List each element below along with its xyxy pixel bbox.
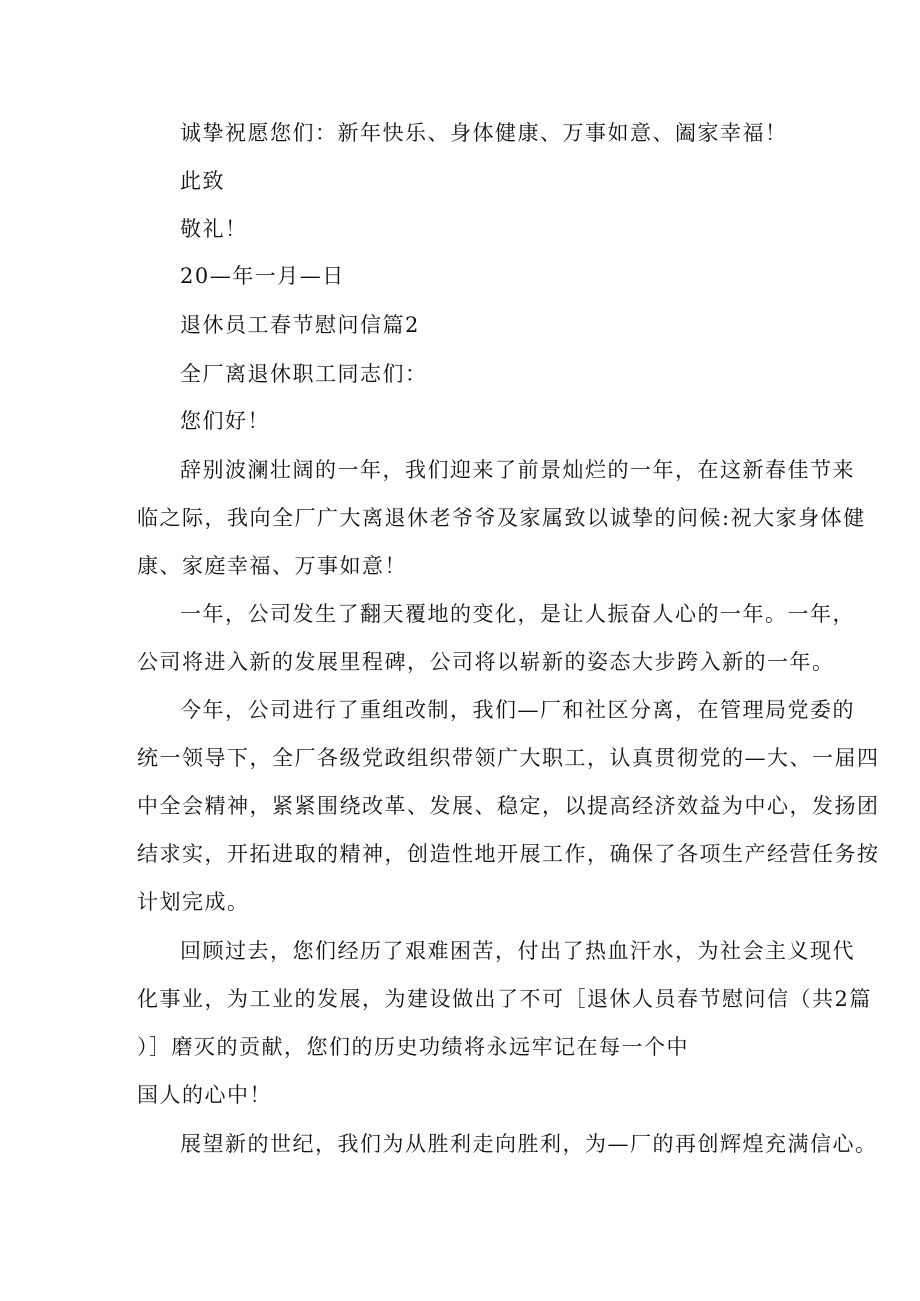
section-heading: 退休员工春节慰问信篇2 [180,313,420,337]
paragraph-line: 康、家庭幸福、万事如意！ [137,554,407,578]
greeting: 您们好！ [180,409,270,433]
paragraph-line: ）］磨灭的贡献，您们的历史功绩将永远牢记在每一个中 [137,1035,689,1059]
paragraph-line: 此致 [180,169,225,193]
paragraph-line: 中全会精神，紧紧围绕改革、发展、稳定，以提高经济效益为中心，发扬团 [137,794,880,818]
paragraph-line: 今年，公司进行了重组改制，我们—厂和社区分离，在管理局党委的 [180,698,855,722]
paragraph-line: 化事业，为工业的发展，为建设做出了不可［退休人员春节慰问信（共2篇 [137,987,872,1011]
paragraph-line: 结求实，开拓进取的精神，创造性地开展工作，确保了各项生产经营任务按 [137,842,880,866]
paragraph-line: 回顾过去，您们经历了艰难困苦，付出了热血汗水，为社会主义现代 [180,939,855,963]
paragraph-line: 20—年一月—日 [180,264,345,288]
paragraph-line: 公司将进入新的发展里程碑，公司将以崭新的姿态大步跨入新的一年。 [137,650,835,674]
paragraph-line: 一年，公司发生了翻天覆地的变化，是让人振奋人心的一年。一年， [180,602,855,626]
paragraph-line: 诚挚祝愿您们：新年快乐、身体健康、万事如意、阖家幸福！ [180,121,788,145]
paragraph-line: 辞别波澜壮阔的一年，我们迎来了前景灿烂的一年，在这新春佳节来 [180,458,855,482]
paragraph-line: 国人的心中！ [137,1083,272,1107]
salutation: 全厂离退休职工同志们： [180,362,428,386]
paragraph-line: 临之际，我向全厂广大离退休老爷爷及家属致以诚挚的问候:祝大家身体健 [137,506,866,530]
paragraph-line: 统一领导下，全厂各级党政组织带领广大职工，认真贯彻党的—大、一届四 [137,746,880,770]
paragraph-line: 展望新的世纪，我们为从胜利走向胜利，为—厂的再创辉煌充满信心。 [180,1132,878,1156]
paragraph-line: 计划完成。 [137,890,250,914]
paragraph-line: 敬礼！ [180,217,248,241]
